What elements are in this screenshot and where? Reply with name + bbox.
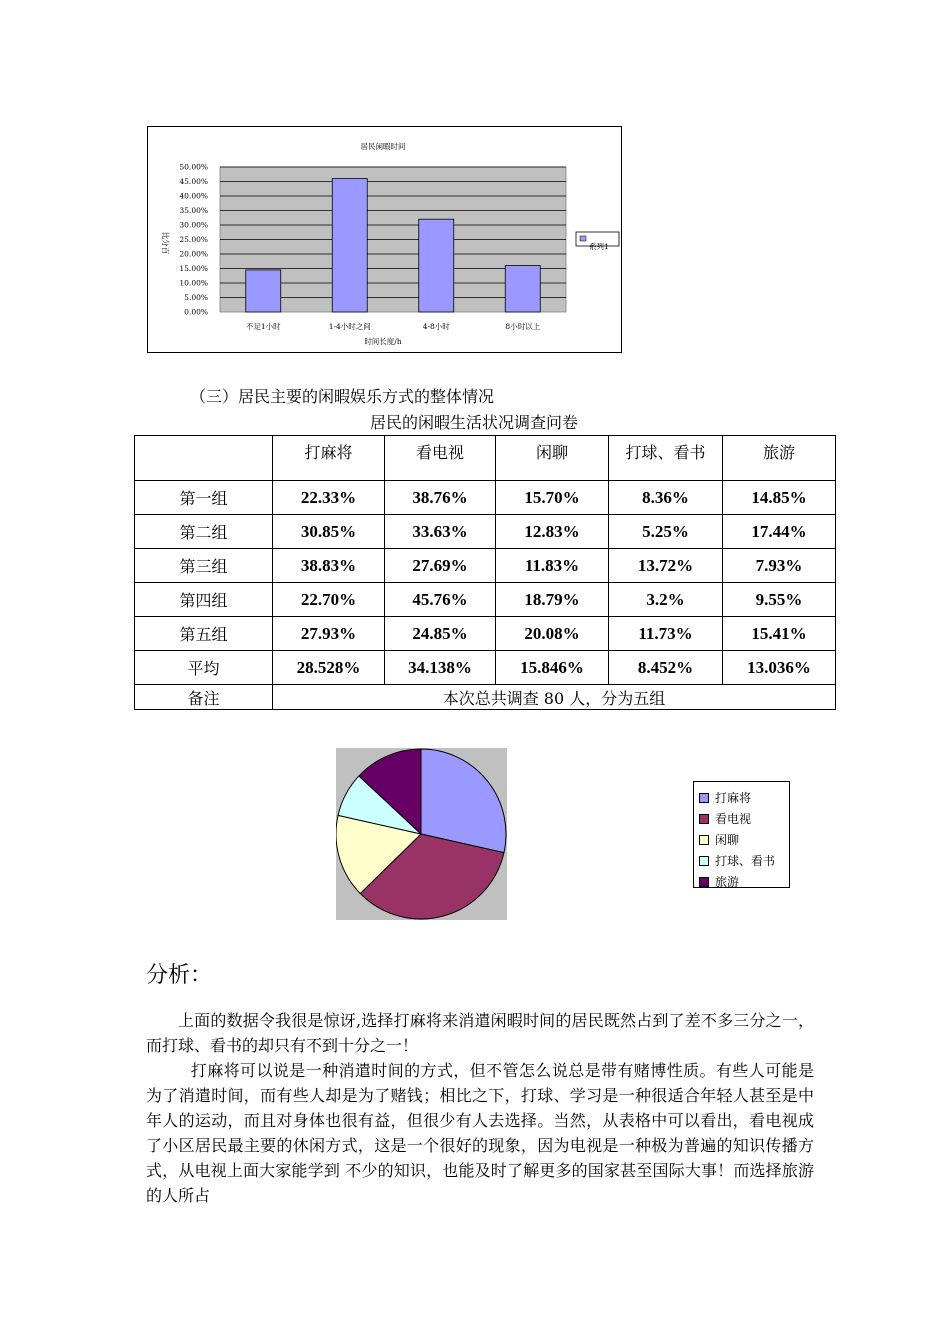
legend-label: 旅游 bbox=[715, 875, 740, 889]
legend-item bbox=[694, 871, 789, 892]
table-cell: 24.85% bbox=[385, 617, 496, 651]
header-cell: 看电视 bbox=[385, 436, 496, 481]
table-cell: 11.83% bbox=[496, 549, 609, 583]
table-cell: 11.73% bbox=[609, 617, 723, 651]
y-tick-label: 30.00% bbox=[179, 220, 208, 230]
bar bbox=[246, 270, 281, 312]
section-heading: （三）居民主要的闲暇娱乐方式的整体情况 bbox=[190, 387, 495, 406]
table-caption: 居民的闲暇生活状况调查问卷 bbox=[370, 413, 579, 432]
table-cell: 28.528% bbox=[273, 651, 385, 685]
legend-label: 系列1 bbox=[589, 242, 609, 251]
table-cell: 22.70% bbox=[273, 583, 385, 617]
legend-swatch bbox=[580, 236, 586, 241]
y-tick-label: 0.00% bbox=[184, 307, 208, 317]
y-axis-ticks bbox=[179, 163, 208, 317]
bar bbox=[332, 179, 367, 312]
table-row-average bbox=[135, 651, 836, 685]
table-cell: 15.846% bbox=[496, 651, 609, 685]
table-cell: 27.69% bbox=[385, 549, 496, 583]
x-tick-label: 8小时以上 bbox=[505, 322, 541, 331]
x-axis-ticks bbox=[246, 321, 541, 331]
pie-legend bbox=[693, 781, 790, 888]
legend-swatch bbox=[699, 877, 709, 887]
analysis-title: 分析： bbox=[146, 963, 213, 988]
legend-label: 打麻将 bbox=[715, 791, 752, 805]
y-tick-label: 10.00% bbox=[179, 278, 208, 288]
legend-label: 打球、看书 bbox=[715, 854, 776, 868]
table-cell: 14.85% bbox=[723, 481, 836, 515]
header-cell: 旅游 bbox=[723, 436, 836, 481]
table-row-note bbox=[135, 685, 836, 710]
table-cell: 38.83% bbox=[273, 549, 385, 583]
y-tick-label: 5.00% bbox=[184, 293, 208, 302]
bar-chart bbox=[147, 126, 622, 353]
table-cell: 12.83% bbox=[496, 515, 609, 549]
y-tick-label: 20.00% bbox=[179, 249, 208, 259]
legend-item bbox=[694, 850, 789, 871]
row-label: 第三组 bbox=[135, 549, 273, 583]
table-row bbox=[135, 549, 836, 583]
x-tick-label: 不足1小时 bbox=[245, 322, 281, 331]
chart-title: 居民闲暇时间 bbox=[360, 142, 406, 151]
table-cell: 45.76% bbox=[385, 583, 496, 617]
header-cell: 打球、看书 bbox=[609, 436, 723, 481]
legend-label: 看电视 bbox=[715, 812, 752, 826]
legend-swatch bbox=[699, 856, 709, 866]
table-cell: 17.44% bbox=[723, 515, 836, 549]
legend-item bbox=[694, 829, 789, 850]
table-cell: 22.33% bbox=[273, 481, 385, 515]
table-cell: 15.41% bbox=[723, 617, 836, 651]
header-cell: 打麻将 bbox=[273, 436, 385, 481]
table-row bbox=[135, 583, 836, 617]
header-cell bbox=[135, 436, 273, 481]
table-cell: 34.138% bbox=[385, 651, 496, 685]
table-header-row bbox=[135, 436, 836, 481]
legend-swatch bbox=[699, 814, 709, 824]
table-cell: 15.70% bbox=[496, 481, 609, 515]
table-cell: 18.79% bbox=[496, 583, 609, 617]
analysis-paragraph: 上面的数据令我很是惊讶,选择打麻将来消遣闲暇时间的居民既然占到了差不多三分之一，而打球、看书的却只有不到十分之一！ bbox=[146, 1011, 814, 1055]
row-label: 平均 bbox=[135, 651, 273, 685]
pie-chart bbox=[336, 748, 507, 920]
table-cell: 30.85% bbox=[273, 515, 385, 549]
note-label: 备注 bbox=[135, 685, 273, 710]
row-label: 第一组 bbox=[135, 481, 273, 515]
analysis-body bbox=[146, 1008, 814, 1208]
table-cell: 8.452% bbox=[609, 651, 723, 685]
y-tick-label: 45.00% bbox=[179, 177, 208, 186]
x-tick-label: 1-4小时之间 bbox=[328, 322, 371, 331]
row-label: 第五组 bbox=[135, 617, 273, 651]
bar bbox=[419, 219, 454, 312]
table-row bbox=[135, 481, 836, 515]
y-axis-label: 比分百 bbox=[161, 231, 170, 255]
x-tick-label: 4-8小时 bbox=[422, 322, 450, 331]
legend-item bbox=[694, 808, 789, 829]
table-cell: 8.36% bbox=[609, 481, 723, 515]
y-tick-label: 50.00% bbox=[179, 162, 208, 172]
legend-swatch bbox=[699, 835, 709, 845]
table-cell: 20.08% bbox=[496, 617, 609, 651]
legend-label: 闲聊 bbox=[715, 833, 740, 847]
table-cell: 5.25% bbox=[609, 515, 723, 549]
bar-chart-svg bbox=[148, 127, 623, 354]
table-cell: 27.93% bbox=[273, 617, 385, 651]
table-row bbox=[135, 515, 836, 549]
table-cell: 38.76% bbox=[385, 481, 496, 515]
row-label: 第二组 bbox=[135, 515, 273, 549]
y-tick-label: 35.00% bbox=[179, 206, 208, 215]
table-cell: 7.93% bbox=[723, 549, 836, 583]
row-label: 第四组 bbox=[135, 583, 273, 617]
pie-chart-svg bbox=[336, 748, 507, 920]
y-tick-label: 40.00% bbox=[179, 191, 208, 201]
legend-swatch bbox=[699, 793, 709, 803]
table-cell: 13.036% bbox=[723, 651, 836, 685]
table-cell: 9.55% bbox=[723, 583, 836, 617]
note-text: 本次总共调查 80 人，分为五组 bbox=[273, 685, 836, 710]
table-cell: 13.72% bbox=[609, 549, 723, 583]
x-axis-label: 时间长度/h bbox=[364, 337, 402, 346]
table-cell: 33.63% bbox=[385, 515, 496, 549]
y-tick-label: 25.00% bbox=[179, 235, 208, 244]
survey-table bbox=[134, 435, 836, 710]
header-cell: 闲聊 bbox=[496, 436, 609, 481]
table-row bbox=[135, 617, 836, 651]
y-tick-label: 15.00% bbox=[179, 264, 208, 273]
legend-item bbox=[694, 787, 789, 808]
table-cell: 3.2% bbox=[609, 583, 723, 617]
analysis-paragraph: 打麻将可以说是一种消遣时间的方式，但不管怎么说总是带有赌博性质。有些人可能是为了消遣时间，而有些人却是为了赌钱；相比之下，打球、学习是一种很适合年轻人甚至是中年人的运动，而且对身体也很有益，但很少有人去选择。当然，从表格中可以看出，看电视成了小区居民最主要的休闲方式，这是一个很好的现象，因为电视是一种极为普遍的知识传播方式，从电视上面大家能学到 不少的知识，也能及时了解更多的国家甚至国际大事！而选择旅游的人所占 bbox=[146, 1061, 814, 1205]
bar bbox=[505, 266, 540, 312]
